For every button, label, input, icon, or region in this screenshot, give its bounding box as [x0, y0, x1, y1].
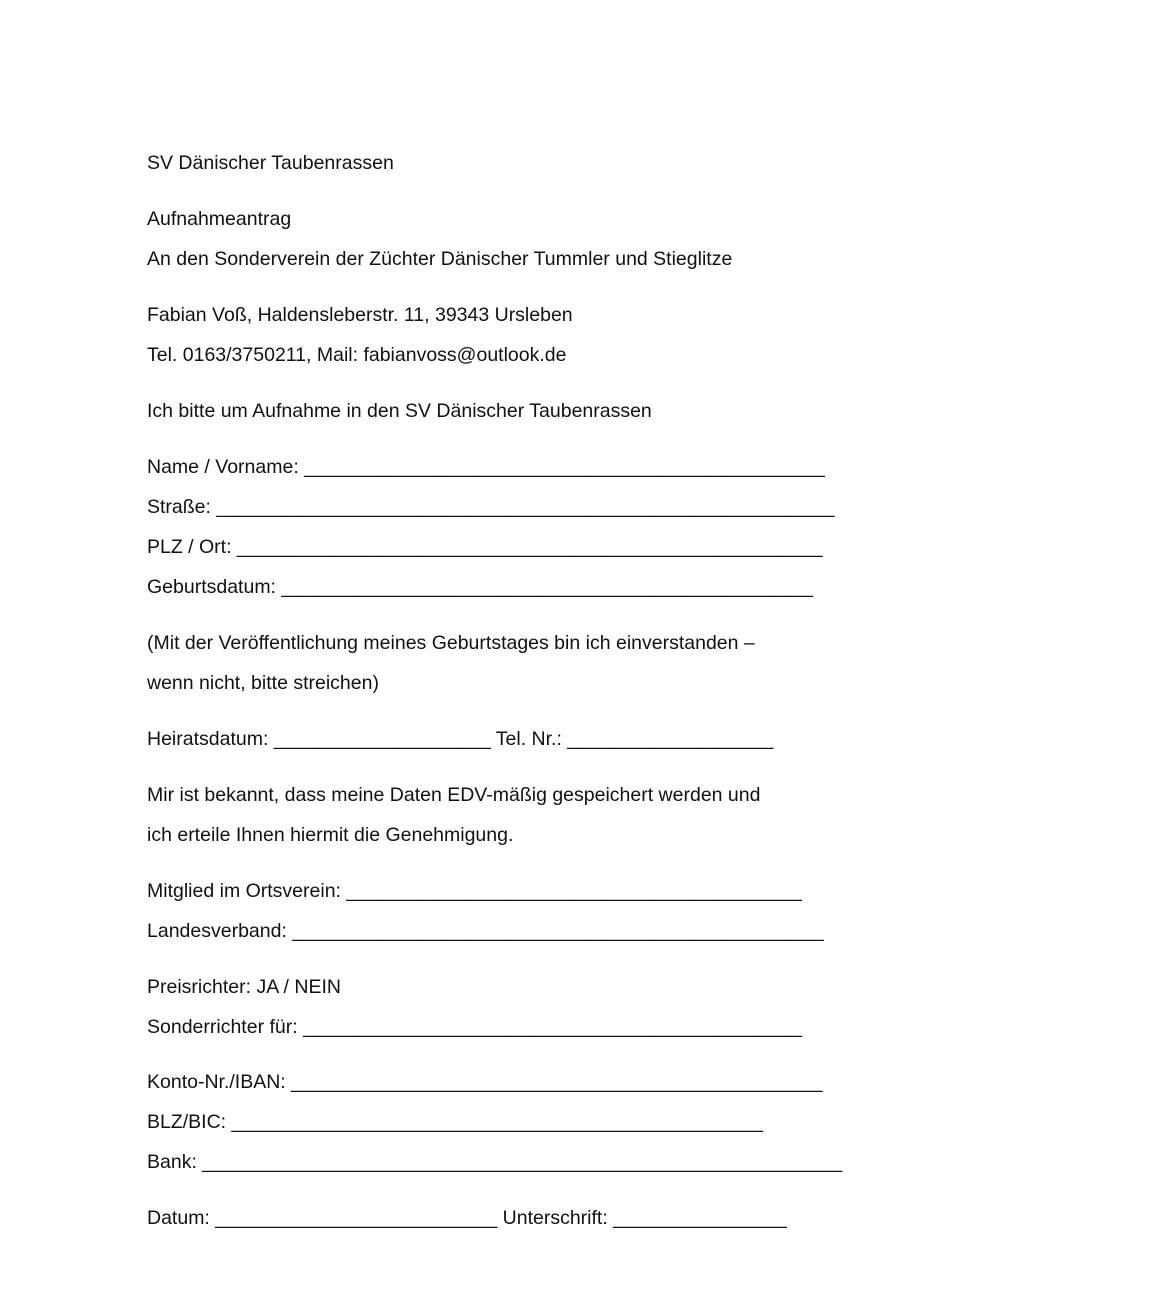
bic-field: BLZ/BIC: _________________________________________________ — [147, 1111, 763, 1133]
birthdate-field: Geburtsdatum: _________________________________________________ — [147, 576, 813, 598]
state-association-field: Landesverband: _________________________________________________ — [147, 920, 824, 942]
street-field: Straße: _________________________________________________________ — [147, 496, 835, 518]
addressee-line: An den Sonderverein der Züchter Dänischer Tummler und Stieglitze — [147, 248, 733, 270]
iban-field: Konto-Nr./IBAN: _________________________________________________ — [147, 1071, 823, 1093]
special-judge-field: Sonderrichter für: ______________________________________________ — [147, 1016, 802, 1038]
zip-city-field: PLZ / Ort: ______________________________________________________ — [147, 536, 823, 558]
marriage-phone-field: Heiratsdatum: ____________________ Tel. Nr.: ___________________ — [147, 728, 774, 750]
contact-phone-mail-line: Tel. 0163/3750211, Mail: fabianvoss@outlook.de — [147, 344, 567, 366]
local-club-field: Mitglied im Ortsverein: __________________________________________ — [147, 880, 802, 902]
data-consent-line-1: Mir ist bekannt, dass meine Daten EDV-mäßig gespeichert werden und — [147, 784, 761, 806]
birthday-note-line-2: wenn nicht, bitte streichen) — [147, 672, 379, 694]
form-title: Aufnahmeantrag — [147, 208, 292, 230]
judge-question-line: Preisrichter: JA / NEIN — [147, 976, 341, 998]
membership-request-line: Ich bitte um Aufnahme in den SV Dänischer Taubenrassen — [147, 400, 652, 422]
data-consent-line-2: ich erteile Ihnen hiermit die Genehmigung. — [147, 824, 514, 846]
birthday-note-line-1: (Mit der Veröffentlichung meines Geburtstages bin ich einverstanden – — [147, 632, 755, 654]
society-name: SV Dänischer Taubenrassen — [147, 152, 394, 174]
date-signature-field: Datum: __________________________ Unterschrift: ________________ — [147, 1207, 787, 1229]
name-field: Name / Vorname: ________________________________________________ — [147, 456, 825, 478]
contact-address-line: Fabian Voß, Haldensleberstr. 11, 39343 Ursleben — [147, 304, 573, 326]
bank-field: Bank: ___________________________________________________________ — [147, 1151, 843, 1173]
